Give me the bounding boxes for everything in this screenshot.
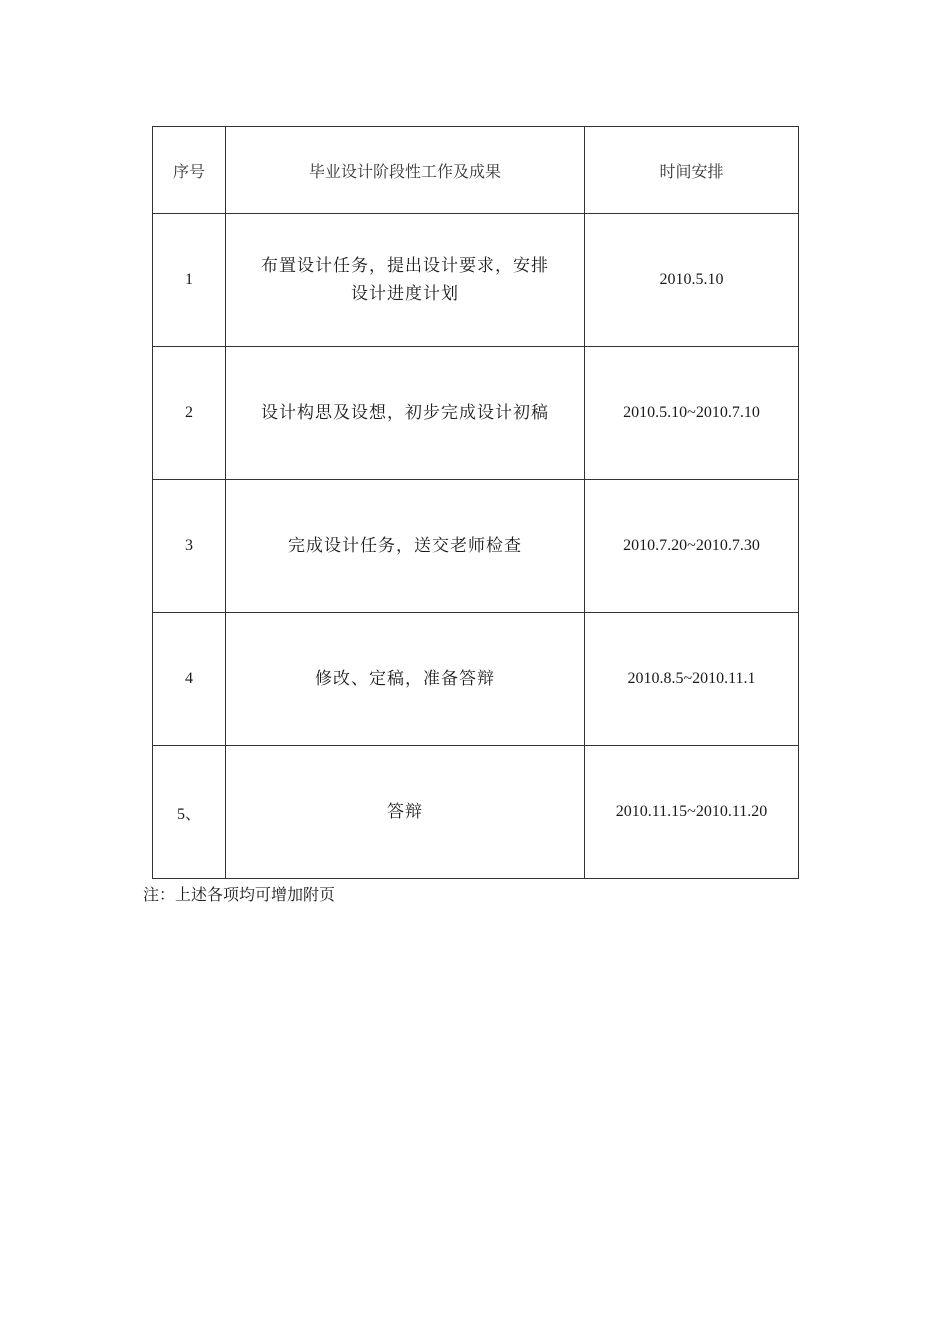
row-task-text: 完成设计任务，送交老师检查 bbox=[288, 536, 522, 556]
row-task bbox=[226, 347, 585, 480]
row-task-text: 答辩 bbox=[387, 802, 423, 822]
row-no: 2 bbox=[153, 347, 226, 480]
table-row bbox=[153, 214, 799, 347]
row-task bbox=[226, 480, 585, 613]
row-time: 2010.5.10~2010.7.10 bbox=[585, 347, 799, 480]
row-time: 2010.5.10 bbox=[585, 214, 799, 347]
table-row bbox=[153, 613, 799, 746]
schedule-table bbox=[152, 126, 799, 879]
row-task bbox=[226, 613, 585, 746]
row-time: 2010.7.20~2010.7.30 bbox=[585, 480, 799, 613]
row-no: 3 bbox=[153, 480, 226, 613]
row-task-text: 修改、定稿，准备答辩 bbox=[315, 669, 495, 689]
row-task bbox=[226, 214, 585, 347]
row-task bbox=[226, 746, 585, 879]
row-time: 2010.11.15~2010.11.20 bbox=[585, 746, 799, 879]
table-header-row bbox=[153, 127, 799, 214]
header-time: 时间安排 bbox=[585, 127, 799, 214]
row-no: 1 bbox=[153, 214, 226, 347]
row-time: 2010.8.5~2010.11.1 bbox=[585, 613, 799, 746]
table-row bbox=[153, 746, 799, 879]
row-task-text: 设计构思及设想，初步完成设计初稿 bbox=[261, 403, 549, 423]
header-no: 序号 bbox=[153, 127, 226, 214]
table-row bbox=[153, 347, 799, 480]
header-task: 毕业设计阶段性工作及成果 bbox=[226, 127, 585, 214]
row-no: 5、 bbox=[153, 746, 226, 879]
footnote: 注：上述各项均可增加附页 bbox=[143, 885, 336, 904]
row-no: 4 bbox=[153, 613, 226, 746]
row-task-text: 布置设计任务，提出设计要求，安排设计进度计划 bbox=[261, 256, 549, 304]
table-row bbox=[153, 480, 799, 613]
